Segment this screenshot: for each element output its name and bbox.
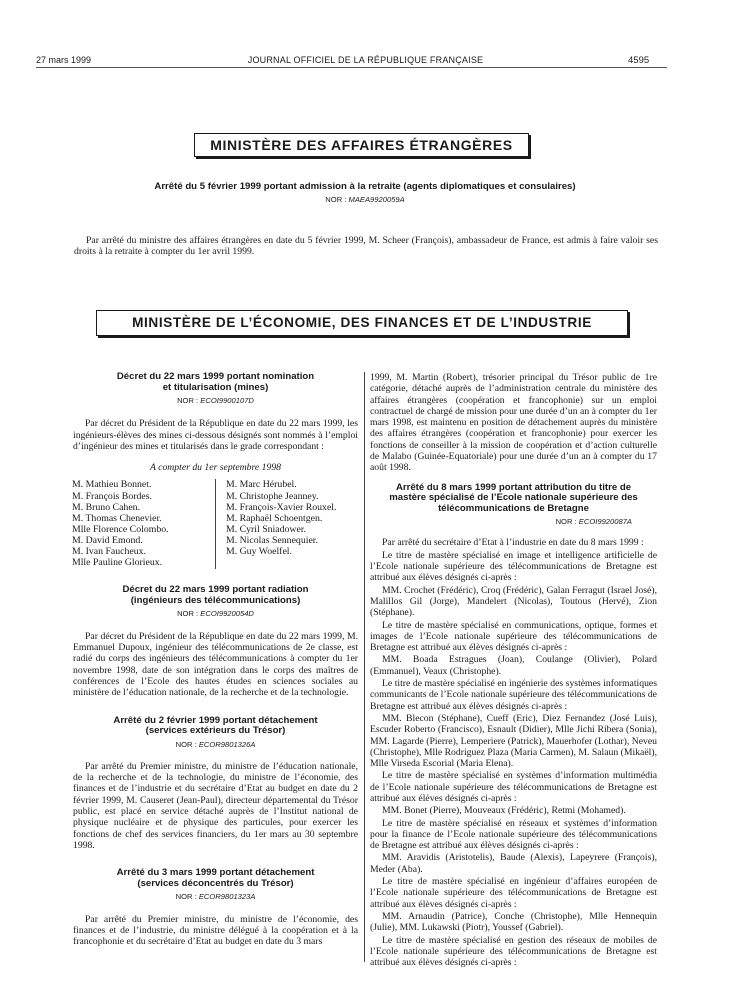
title-line: et titularisation (mines) <box>162 381 269 393</box>
nor-reference <box>370 516 657 527</box>
paragraph: Le titre de mastère spécialisé en gestion des réseaux de mobiles de l’Ecole nationale supérieure des télécommunications de Bretagne est attribué aux élèves désignés ci-après : <box>370 934 657 969</box>
nor-reference <box>60 195 670 204</box>
ministry-heading-text: MINISTÈRE DES AFFAIRES ÉTRANGÈRES <box>210 137 513 153</box>
continuation-text: 1999, M. Martin (Robert), trésorier principal du Trésor public de 1re catégorie, détaché auprès de l’administration centrale du ministère des affaires étrangères (coopération et francophonie) sur un emploi contractuel de chargé de mission pour une durée d’un an à compter du 1er mars 1998, est maintenu en position de détachement auprès du ministère des affaires étrangères (coopération et francophonie) pour exercer les fonctions de conseiller à la mission de coopération et d’action culturelle de Malabo (Guinée-Equatoriale) pour une durée d’un an à compter du 17 août 1998. <box>370 372 657 474</box>
nor-label: NOR : <box>555 517 577 527</box>
list-item: M. Guy Woelfel. <box>226 546 292 558</box>
paragraph: MM. Crochet (Frédéric), Croq (Frédéric), Galan Ferragut (Israel José), Malillos Gil (Jorge), Mandelert (Nicolas), Toutous (Hervé), Zion (Stéphane). <box>370 584 657 619</box>
names-table <box>73 479 358 571</box>
nor-label: NOR : <box>175 892 197 902</box>
title-line: mastère spécialisé de l’Ecole nationale supérieure des <box>389 492 638 504</box>
title-line: (services déconcentrés du Trésor) <box>137 877 294 889</box>
list-item: M. Bruno Cahen. <box>72 501 141 513</box>
title-line: Arrêté du 8 mars 1999 portant attribution du titre de <box>395 481 632 493</box>
mastere-paragraphs <box>370 537 657 968</box>
title-line: télécommunications de Bretagne <box>438 502 589 514</box>
arrete-title-mastere <box>370 483 657 515</box>
page-number: 4595 <box>628 55 650 66</box>
paragraph: MM. Blecon (Stéphane), Cueff (Eric), Diez Fernandez (José Luis), Escuder Roberto (Francisco), Esnault (Didier), Mlle Jichi Ribera (Sonia), MM. Lagarde (Pierre), Lemperiere (Patrick), Mauerhofer (Lothar), Neveu (Christophe), Mlle Rodriguez Plaza (Maria Carmen), M. Salaun (Mikaël), Mlle Virseda Escorial (Maria Elena). <box>370 712 657 770</box>
arrete-title-retraite: Arrêté du 5 février 1999 portant admission à la retraite (agents diplomatiques et consulaires) <box>154 181 576 192</box>
list-item: M. Ivan Faucheux. <box>72 546 147 558</box>
arrete-text-detachement-exterieurs: Par arrêté du Premier ministre, du ministre de l’éducation nationale, de la recherche et de la technologie, du ministre de l’économie, des finances et de l’industrie et du secrétaire d’Etat au budget en date du 2 février 1999, M. Causeret (Jean-Paul), directeur départemental du Trésor public, est placé en service détaché auprès de l’Institut national de physique nucléaire et de physique des particules, pour exercer les fonctions de chef des services financiers, du 1er mars au 30 septembre 1998. <box>73 760 358 851</box>
column-divider <box>364 372 365 962</box>
date-heading: A compter du 1er septembre 1998 <box>149 462 282 474</box>
decret-text-nomination: Par décret du Président de la République en date du 22 mars 1999, les ingénieurs-élèves des mines ci-dessous désignés sont nommés à l’emploi d’ingénieur des mines et titularisés dans le grade correspondant : <box>73 418 358 452</box>
paragraph: Le titre de mastère spécialisé en image et intelligence artificielle de l’Ecole nationale supérieure des télécommunications de Bretagne est attribué aux élèves désignés ci-après : <box>370 549 657 584</box>
decret-text-radiation: Par décret du Président de la République en date du 22 mars 1999, M. Emmanuel Dupoux, ingénieur des télécommunications de 2e classe, est radié du corps des ingénieurs des télécommunications à compter du 1er novembre 1998, date de son intégration dans le corps des maîtres de conférences de l’Ecole des hautes études en sciences sociales au ministère de l’éducation nationale, de la recherche et de la technologie. <box>73 630 358 699</box>
nor-code: ECOI9900107D <box>200 396 254 405</box>
list-item: M. Christophe Jeanney. <box>226 490 319 502</box>
nor-reference <box>73 739 358 750</box>
arrete-text-detachement-deconcentres: Par arrêté du Premier ministre, du ministre de l’économie, des finances et de l’industrie, du ministre délégué à la coopération et à la francophonie et du secrétaire d’Etat au budget en date du 3 mars <box>73 913 358 948</box>
list-item: Mlle Pauline Glorieux. <box>72 557 163 569</box>
nor-code: ECOR9801323A <box>198 892 256 902</box>
paragraph: MM. Arnaudin (Patrice), Conche (Christophe), Mlle Hennequin (Julie), MM. Lukawski (Piotr), Youssef (Gabriel). <box>370 910 657 934</box>
paragraph: Le titre de mastère spécialisé en communications, optique, formes et images de l’Ecole nationale supérieure des télécommunications de Bretagne est attribué aux élèves désignés ci-après : <box>370 619 657 654</box>
list-item: M. Mathieu Bonnet. <box>72 479 152 491</box>
list-item: M. François-Xavier Rouxel. <box>226 501 337 513</box>
list-item: M. Raphaël Schoentgen. <box>226 512 323 524</box>
page-date: 27 mars 1999 <box>36 55 92 65</box>
paragraph: MM. Bonet (Pierre), Mouveaux (Frédéric), Retmi (Mohamed). <box>382 805 626 817</box>
list-item: M. Thomas Chenevier. <box>72 512 162 524</box>
left-column <box>73 372 358 947</box>
ministry-heading-text: MINISTÈRE DE L’ÉCONOMIE, DES FINANCES ET DE L’INDUSTRIE <box>132 315 592 330</box>
paragraph: MM. Aravidis (Aristotelis), Baude (Alexis), Lapeyrere (François), Meder (Aba). <box>370 852 657 875</box>
arrete-text-retraite: Par arrêté du ministre des affaires étrangères en date du 5 février 1999, M. Scheer (François), ambassadeur de France, est admis à faire valoir ses droits à la retraite à compter du 1er avril 1999. <box>74 235 658 258</box>
nor-label: NOR : <box>177 609 199 619</box>
title-line: Arrêté du 2 février 1999 portant détachement <box>113 714 318 726</box>
list-item: M. David Emond. <box>72 534 143 546</box>
names-list-left <box>72 479 169 568</box>
title-line: (services extérieurs du Trésor) <box>145 725 286 737</box>
title-line: (ingénieurs des télécommunications) <box>130 594 301 606</box>
nor-code: ECOI9920087A <box>578 517 632 527</box>
paragraph: Le titre de mastère spécialisé en réseaux et systèmes d’information pour la finance de l’Ecole nationale supérieure des télécommunications de Bretagne est attribué aux élèves désignés ci-après : <box>370 817 657 852</box>
title-line: Décret du 22 mars 1999 portant nomination <box>116 371 315 382</box>
paragraph: Le titre de mastère spécialisé en ingénieur d’affaires européen de l’Ecole nationale supérieure des télécommunications de Bretagne est attribué aux élèves désignés ci-après : <box>370 876 657 910</box>
arrete-title-detachement-exterieurs <box>68 716 363 737</box>
nor-code: ECOI9920054D <box>200 609 254 619</box>
nor-reference <box>73 891 358 902</box>
nor-reference <box>73 395 358 406</box>
paragraph: Le titre de mastère spécialisé en systèmes d’information multimédia de l’Ecole nationale supérieure des télécommunications de Bretagne est attribué aux élèves désignés ci-après : <box>370 770 657 804</box>
paragraph: Le titre de mastère spécialisé en ingénierie des systèmes informatiques communicants de l’Ecole nationale supérieure des télécommunications de Bretagne est attribué aux élèves désignés ci-après : <box>370 678 657 712</box>
decret-title-nomination <box>68 372 363 393</box>
paragraph: MM. Boada Estragues (Joan), Coulange (Olivier), Polard (Emmanuel), Veaux (Christophe). <box>370 654 657 677</box>
list-item: Mlle Florence Colombo. <box>72 523 169 535</box>
nor-label: NOR : <box>175 739 197 749</box>
names-list-right <box>226 479 336 557</box>
header-rule <box>36 67 667 68</box>
list-item: M. Cyril Sniadower. <box>226 523 307 535</box>
nor-reference <box>73 608 358 619</box>
arrete-title-detachement-deconcentres <box>68 868 363 889</box>
nor-code: MAEA9920059A <box>348 195 405 204</box>
ministry-heading-economy <box>96 310 628 336</box>
title-line: Arrêté du 3 mars 1999 portant détachement <box>116 867 315 879</box>
nor-label: NOR : <box>325 195 347 204</box>
journal-title: JOURNAL OFFICIEL DE LA RÉPUBLIQUE FRANÇAISE <box>247 55 484 65</box>
paragraph: Par arrêté du secrétaire d’Etat à l’industrie en date du 8 mars 1999 : <box>382 537 644 549</box>
list-item: M. François Bordes. <box>72 490 153 502</box>
list-item: M. Marc Hérubel. <box>226 479 297 491</box>
decret-title-radiation <box>68 585 363 606</box>
names-divider <box>215 479 216 569</box>
title-line: Décret du 22 mars 1999 portant radiation <box>122 584 309 596</box>
list-item: M. Nicolas Sennequier. <box>226 534 318 546</box>
ministry-heading-foreign-affairs <box>194 133 529 157</box>
nor-code: ECOR9801326A <box>198 739 256 749</box>
right-column <box>370 372 657 969</box>
nor-label: NOR : <box>177 396 199 405</box>
